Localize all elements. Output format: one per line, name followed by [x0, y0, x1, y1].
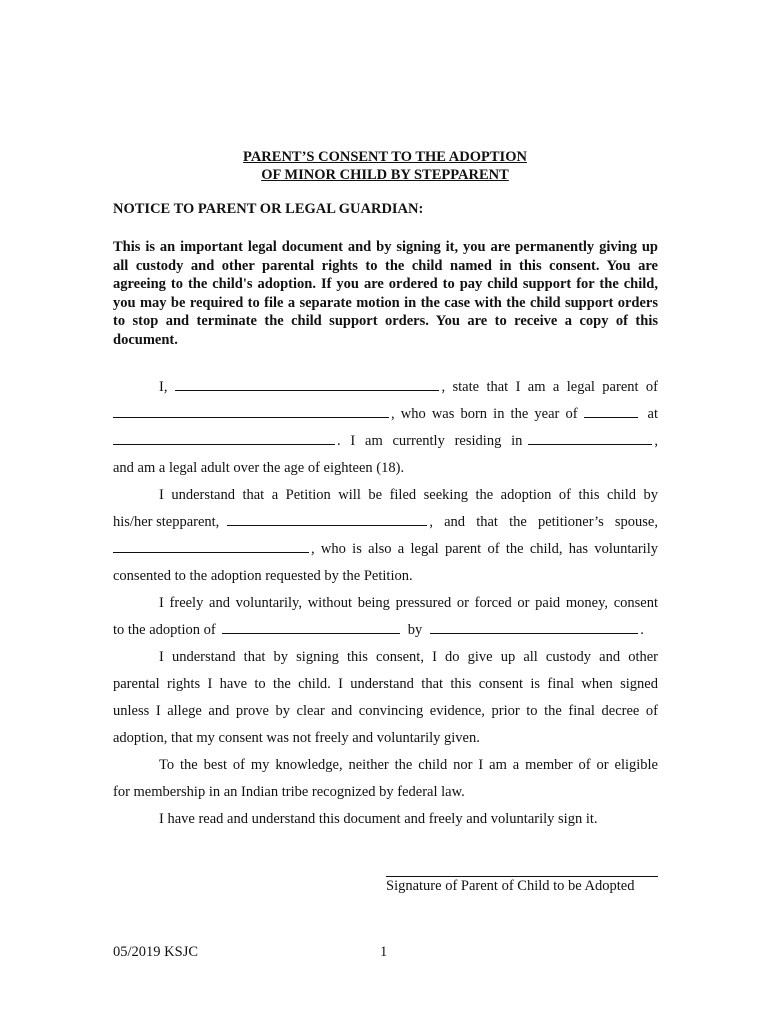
page-number: 1	[380, 944, 388, 960]
para4-line1	[113, 644, 658, 671]
para4-l1: I understand that by signing this consent, I do give up all custody and other	[159, 649, 658, 665]
para2-l4: consented to the adoption requested by the Petition.	[113, 568, 413, 584]
child-name-blank[interactable]	[113, 403, 389, 418]
para3-l2a: to the adoption of	[113, 622, 216, 638]
para3-l2b: by	[407, 622, 423, 638]
parent-name-blank[interactable]	[175, 376, 439, 391]
para3-line2	[113, 617, 658, 644]
para2-l3: , who is also a legal parent of the child, has voluntarily	[311, 541, 658, 557]
para3-line1	[113, 590, 658, 617]
para5-line1	[113, 752, 658, 779]
para2-line1	[113, 482, 658, 509]
stepparent-name-blank[interactable]	[227, 511, 427, 526]
para4-l3: unless I allege and prove by clear and convincing evidence, prior to the final decree of	[113, 703, 658, 719]
adoptee-name-blank[interactable]	[222, 619, 400, 634]
para3-l2c: .	[640, 622, 644, 638]
para1-at: at	[647, 406, 658, 422]
para2-line4	[113, 563, 658, 590]
spouse-name-blank[interactable]	[113, 538, 309, 553]
para1-line1	[113, 374, 658, 401]
para5-line2	[113, 779, 658, 806]
birth-year-blank[interactable]	[584, 403, 638, 418]
birthplace-blank[interactable]	[113, 430, 335, 445]
para2-l2b: , and that the petitioner’s spouse,	[429, 514, 658, 530]
para1-line3	[113, 428, 658, 455]
para2-l2a: his/her stepparent,	[113, 514, 220, 530]
notice-body: This is an important legal document and by signing it, you are permanently giving up all custody and other parental rights to the child named in this consent. You are agreeing to the child's adoption. If you are ordered to pay child support for the child, you may be required to file a separate motion in the case with the child support orders to stop and terminate the child support orders. You are to receive a copy of this document.	[113, 239, 658, 348]
para1-line2	[113, 401, 658, 428]
notice-heading: NOTICE TO PARENT OR LEGAL GUARDIAN:	[113, 201, 424, 217]
para4-line2	[113, 671, 658, 698]
para4-l2: parental rights I have to the child. I understand that this consent is final when signed	[113, 676, 658, 692]
title-line-2: OF MINOR CHILD BY STEPPARENT	[261, 167, 509, 183]
para1-line4	[113, 455, 658, 482]
para6-l1: I have read and understand this document and freely and voluntarily sign it.	[159, 811, 598, 827]
para1-i: I,	[159, 379, 168, 395]
para6-line1	[113, 806, 658, 833]
title-line-1: PARENT’S CONSENT TO THE ADOPTION	[243, 149, 527, 165]
para4-line3	[113, 698, 658, 725]
para4-l4: adoption, that my consent was not freely and voluntarily given.	[113, 730, 480, 746]
para1-state: , state that I am a legal parent of	[441, 379, 658, 395]
signature-line[interactable]	[386, 876, 658, 877]
footer-form-code: 05/2019 KSJC	[113, 944, 199, 960]
residence-blank[interactable]	[528, 430, 652, 445]
para5-l1: To the best of my knowledge, neither the child nor I am a member of or eligible	[159, 757, 658, 773]
para1-residing: . I am currently residing in	[337, 433, 523, 449]
document-title	[0, 148, 770, 184]
consent-body	[113, 374, 658, 833]
para3-l1: I freely and voluntarily, without being pressured or forced or paid money, consent	[159, 595, 658, 611]
adopter-name-blank[interactable]	[430, 619, 638, 634]
para2-line2	[113, 509, 658, 536]
para4-line4	[113, 725, 658, 752]
para2-l1: I understand that a Petition will be filed seeking the adoption of this child by	[159, 487, 658, 503]
para1-born: , who was born in the year of	[391, 406, 578, 422]
para1-comma: ,	[654, 433, 658, 449]
para2-line3	[113, 536, 658, 563]
signature-label: Signature of Parent of Child to be Adopted	[386, 878, 635, 894]
para1-adult: and am a legal adult over the age of eighteen (18).	[113, 460, 405, 476]
para5-l2: for membership in an Indian tribe recognized by federal law.	[113, 784, 465, 800]
